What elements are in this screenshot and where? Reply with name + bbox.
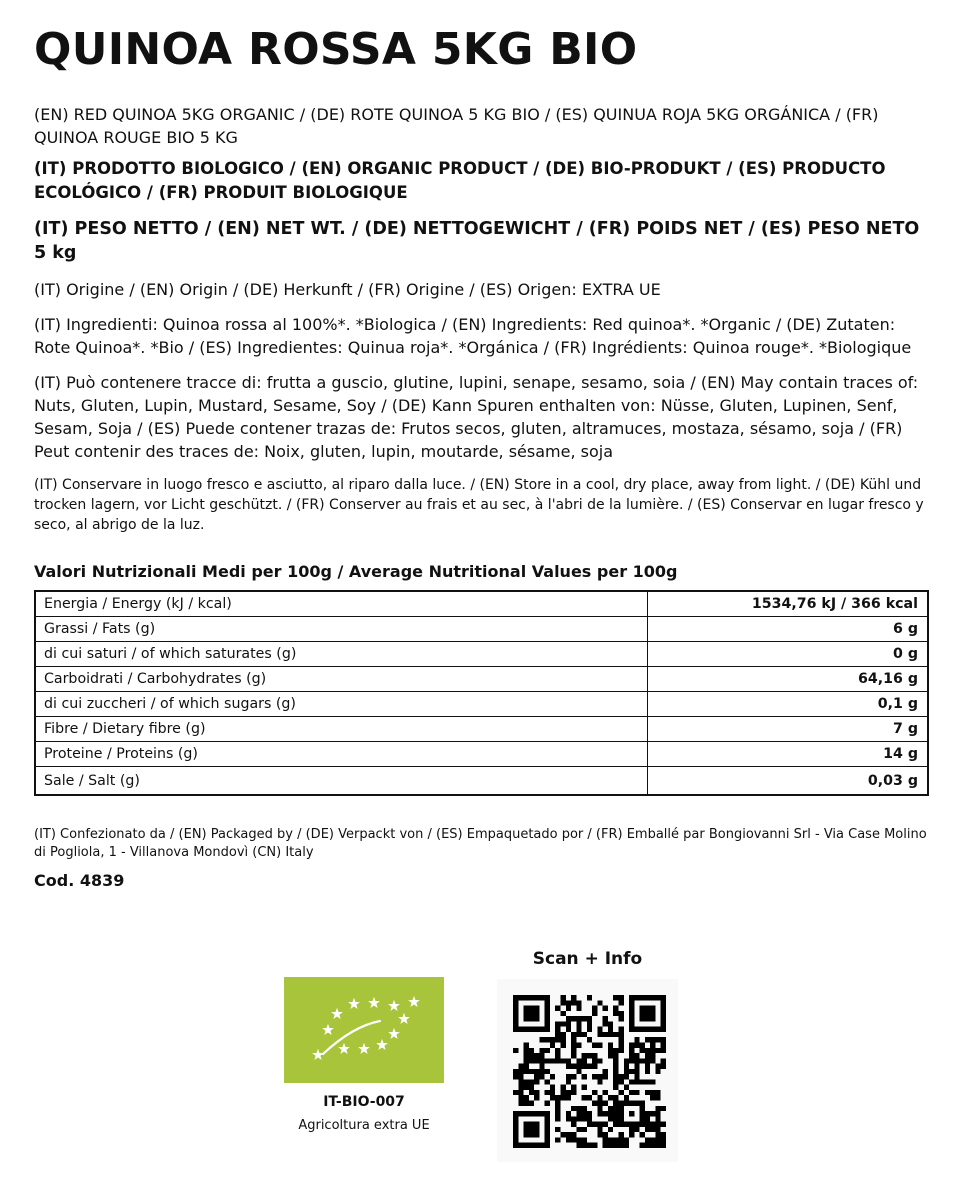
packer-info: (IT) Confezionato da / (EN) Packaged by / (DE) Verpackt von / (ES) Empaquetado por / (FR) Emballé par Bongiovanni Srl - Via Case Molino di Pogliola, 1 - Villanova Mondovì (CN) Italy — [34, 827, 927, 860]
nutrient-value: 0,1 g — [648, 692, 929, 717]
nutrition-row — [35, 767, 928, 796]
nutrition-row — [35, 617, 928, 642]
ingredients: (IT) Ingredienti: Quinoa rossa al 100%*. *Biologica / (EN) Ingredients: Red quinoa*. *Organic / (DE) Zutaten: Rote Quinoa*. *Bio / (ES) Ingredientes: Quinua roja*. *Orgánica / (FR) Ingrédients: Quinoa rouge*. *Biologique — [34, 315, 912, 357]
nutrient-label: Fibre / Dietary fibre (g) — [35, 717, 648, 742]
nutrient-value: 7 g — [648, 717, 929, 742]
bio-certification-code: IT-BIO-007 — [323, 1094, 405, 1110]
product-title: QUINOA ROSSA 5KG BIO — [34, 24, 638, 75]
product-code: Cod. 4839 — [34, 871, 125, 890]
storage-instructions: (IT) Conservare in luogo fresco e asciutto, al riparo dalla luce. / (EN) Store in a cool, dry place, away from light. / (DE) Kühl und trocken lagern, vor Licht geschützt. / (FR) Conserver au frais et au sec, à l'abri de la lumière. / (ES) Conservar en lugar fresco y seco, al abrigo de la luz. — [34, 477, 924, 533]
nutrient-label: Sale / Salt (g) — [35, 767, 648, 796]
nutrient-value: 6 g — [648, 617, 929, 642]
nutrition-table — [34, 590, 929, 796]
nutrient-value: 0,03 g — [648, 767, 929, 796]
allergen-warning: (IT) Può contenere tracce di: frutta a guscio, glutine, lupini, senape, sesamo, soia / (EN) May contain traces of: Nuts, Gluten, Lupin, Mustard, Sesame, Soy / (DE) Kann Spuren enthalten von: Nüsse, Gluten, Lupinen, Senf, Sesam, Soja / (ES) Puede contener trazas de: Frutos secos, gluten, altramuces, mostaza, sésamo, soja / (FR) Peut contenir des traces de: Noix, gluten, lupin, moutarde, sésame, soja — [34, 373, 919, 461]
nutrient-value: 64,16 g — [648, 667, 929, 692]
nutrient-label: Proteine / Proteins (g) — [35, 742, 648, 767]
eu-organic-certification — [284, 977, 444, 1135]
qr-code-icon — [513, 995, 666, 1148]
product-label — [34, 24, 929, 892]
nutrient-label: Grassi / Fats (g) — [35, 617, 648, 642]
nutrition-table-title: Valori Nutrizionali Medi per 100g / Average Nutritional Values per 100g — [34, 562, 678, 581]
origin: (IT) Origine / (EN) Origin / (DE) Herkunft / (FR) Origine / (ES) Origen: EXTRA UE — [34, 280, 661, 299]
nutrient-label: di cui saturi / of which saturates (g) — [35, 642, 648, 667]
nutrition-row — [35, 692, 928, 717]
qr-title: Scan + Info — [532, 949, 643, 969]
organic-product-statement: (IT) PRODOTTO BIOLOGICO / (EN) ORGANIC PRODUCT / (DE) BIO-PRODUKT / (ES) PRODUCTO ECOLÓGICO / (FR) PRODUIT BIOLOGIQUE — [34, 159, 886, 202]
nutrition-row — [35, 642, 928, 667]
agriculture-origin: Agricoltura extra UE — [298, 1118, 430, 1133]
nutrient-value: 14 g — [648, 742, 929, 767]
nutrition-row — [35, 591, 928, 617]
qr-code[interactable] — [497, 979, 678, 1162]
nutrition-row — [35, 742, 928, 767]
nutrition-row — [35, 667, 928, 692]
nutrient-label: di cui zuccheri / of which sugars (g) — [35, 692, 648, 717]
eu-organic-leaf-icon — [284, 977, 444, 1083]
net-weight: (IT) PESO NETTO / (EN) NET WT. / (DE) NETTOGEWICHT / (FR) POIDS NET / (ES) PESO NETO 5 kg — [34, 219, 920, 263]
nutrient-value: 1534,76 kJ / 366 kcal — [648, 591, 929, 617]
product-names-translations: (EN) RED QUINOA 5KG ORGANIC / (DE) ROTE QUINOA 5 KG BIO / (ES) QUINUA ROJA 5KG ORGÁNICA / (FR) QUINOA ROUGE BIO 5 KG — [34, 105, 879, 147]
qr-section — [497, 947, 678, 1162]
nutrition-row — [35, 717, 928, 742]
nutrient-label: Carboidrati / Carbohydrates (g) — [35, 667, 648, 692]
nutrient-value: 0 g — [648, 642, 929, 667]
nutrient-label: Energia / Energy (kJ / kcal) — [35, 591, 648, 617]
